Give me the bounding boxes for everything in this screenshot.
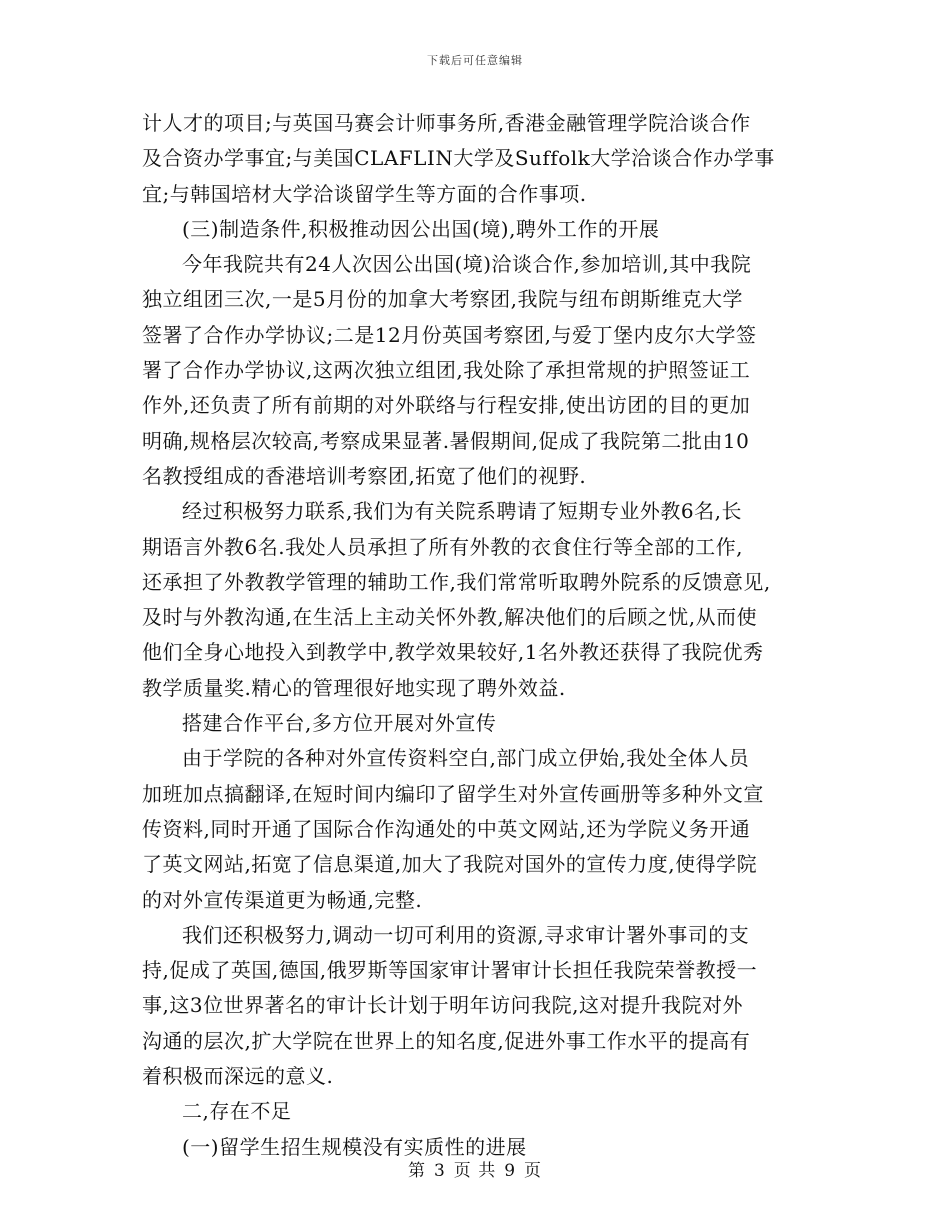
subsection-heading-1: (一)留学生招生规模没有实质性的进展	[182, 1134, 527, 1159]
page-header: 下载后可任意编辑	[427, 54, 523, 67]
footer-suffix: 页	[524, 1161, 543, 1181]
footer-prefix: 第	[407, 1161, 426, 1181]
page-footer	[0, 1156, 950, 1181]
total-pages: 9	[504, 1161, 517, 1181]
paragraph-auditor-general: 我们还积极努力,调动一切可利用的资源,寻求审计署外事司的支 持,促成了英国,德国,俄罗斯等国家审计署审计长担任我院荣誉教授一 事,这3位世界著名的审计长计划于明年访问我院,这对提升我院对外 沟通的层次,扩大学院在世界上的知名度,促进外事工作水平的提高有 着积极而深远的意义.	[142, 922, 758, 1089]
paragraph-overseas-visits: 今年我院共有24人次因公出国(境)洽谈合作,参加培训,其中我院 独立组团三次,一是5月份的加拿大考察团,我院与纽布朗斯维克大学 签署了合作办学协议;二是12月份英国考察团,与爱丁堡内皮尔大学签 署了合作办学协议,这两次独立组团,我处除了承担常规的护照签证工 作外,还负责了所有前期的对外联络与行程安排,使出访团的目的更加 明确,规格层次较高,考察成果显著.暑假期间,促成了我院第二批由10 名教授组成的香港培训考察团,拓宽了他们的视野.	[142, 252, 757, 488]
page-number: 3	[433, 1161, 446, 1181]
section-heading-publicity: 搭建合作平台,多方位开展对外宣传	[182, 711, 497, 736]
paragraph-publicity: 由于学院的各种对外宣传资料空白,部门成立伊始,我处全体人员 加班加点搞翻译,在短时间内编印了留学生对外宣传画册等多种外文宣 传资料,同时开通了国际合作沟通处的中英文网站,还为学院义务开通 了英文网站,拓宽了信息渠道,加大了我院对国外的宣传力度,使得学院 的对外宣传渠道更为畅通,完整.	[142, 746, 764, 912]
section-heading-shortcomings: 二,存在不足	[182, 1099, 292, 1124]
footer-mid: 页 共	[453, 1161, 497, 1181]
paragraph-foreign-teachers: 经过积极努力联系,我们为有关院系聘请了短期专业外教6名,长 期语言外教6名.我处人员承担了所有外教的衣食住行等全部的工作, 还承担了外教教学管理的辅助工作,我们常常听取聘外院系的反馈意见, 及时与外教沟通,在生活上主动关怀外教,解决他们的后顾之忧,从而使 他们全身心地投入到教学中,教学效果较好,1名外教还获得了我院优秀 教学质量奖.精心的管理很好地实现了聘外效益.	[142, 499, 771, 700]
document-body	[142, 106, 812, 1165]
paragraph-continued: 计人才的项目;与英国马赛会计师事务所,香港金融管理学院洽谈合作 及合资办学事宜;与美国CLAFLIN大学及Suffolk大学洽谈合作办学事 宜;与韩国培材大学洽谈留学生等方面的合作事项.	[142, 111, 775, 206]
section-heading-3: (三)制造条件,积极推动因公出国(境),聘外工作的开展	[182, 216, 660, 241]
